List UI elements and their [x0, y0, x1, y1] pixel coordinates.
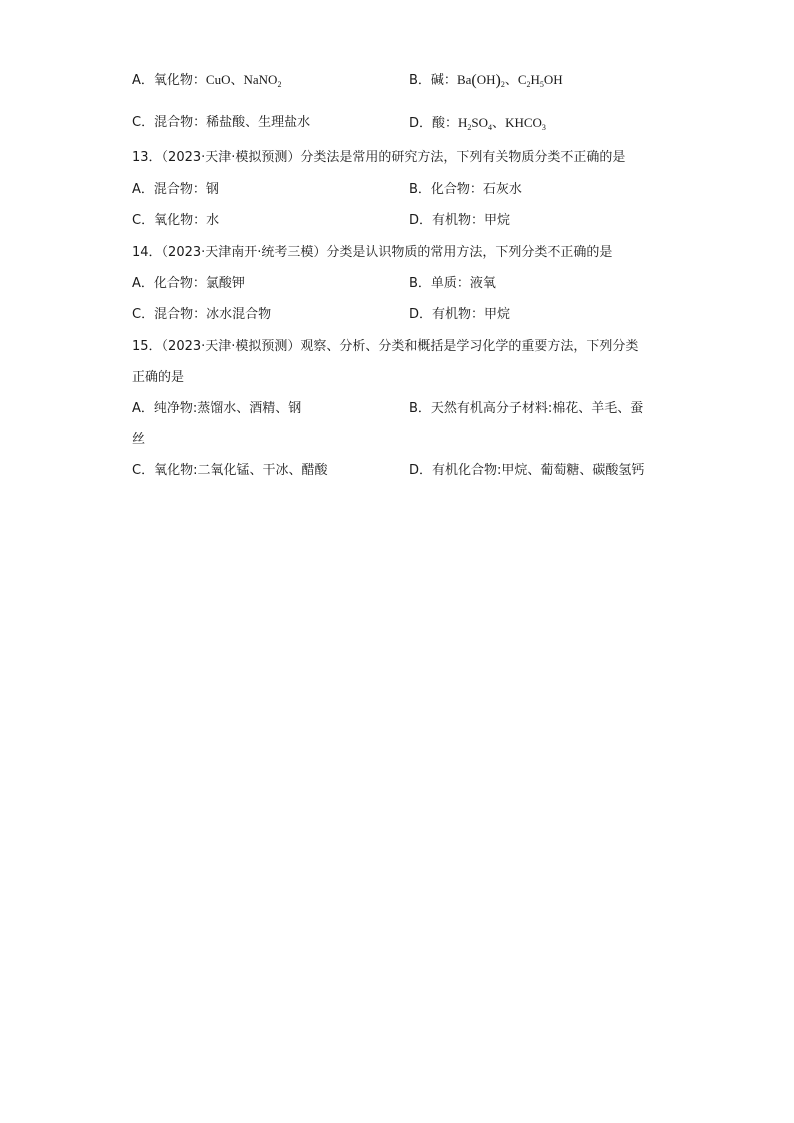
q14-options-row-2: [0, 305, 794, 325]
q13-options-row-2: [0, 211, 794, 231]
q12-option-b: B．碱：$Ba(OH)_2$、$C_2H_5OH$: [409, 72, 563, 89]
q13-option-d: D．有机物：甲烷: [409, 213, 511, 228]
q14-option-a: A．化合物：氯酸钾: [132, 276, 245, 291]
q12-option-c: C．混合物：稀盐酸、生理盐水: [132, 115, 311, 130]
q15-option-b-continuation: 丝: [132, 432, 146, 447]
q13-option-c: C．氧化物：水: [132, 213, 220, 228]
q15-stem-line-2: 正确的是: [132, 370, 185, 385]
q14-option-c: C．混合物：冰水混合物: [132, 307, 272, 322]
q12-options-row-1: [0, 70, 794, 90]
q12-options-row-2: [0, 113, 794, 133]
q12-option-d: D．酸：$H_2SO_4$、$KHCO_3$: [409, 115, 546, 132]
q15-option-b: B．天然有机高分子材料:棉花、羊毛、蚕: [409, 401, 644, 416]
q13-option-a: A．混合物：钢: [132, 182, 219, 197]
q15-option-a: A．纯净物:蒸馏水、酒精、钢: [132, 401, 302, 416]
formula-h2so4: $H_2SO_4$: [458, 115, 493, 132]
formula-nano2: NaNO$_2$: [243, 72, 282, 89]
q15-option-c: C．氧化物:二氧化锰、干冰、醋酸: [132, 463, 328, 478]
formula-khco3: $KHCO_3$: [505, 115, 546, 132]
q14-options-row-1: [0, 274, 794, 294]
q15-options-row-1: [0, 399, 794, 419]
q13-stem: 13．（2023·天津·模拟预测）分类法是常用的研究方法，下列有关物质分类不正确的是: [132, 150, 626, 165]
q14-option-b: B．单质：液氧: [409, 276, 496, 291]
formula-baoh2: $Ba(OH)_2$: [456, 72, 505, 89]
q13-options-row-1: [0, 180, 794, 200]
q13-option-b: B．化合物：石灰水: [409, 182, 522, 197]
q15-options-row-2: [0, 461, 794, 481]
formula-c2h5oh: $C_2H_5OH$: [517, 72, 563, 89]
q14-stem: 14．（2023·天津南开·统考三模）分类是认识物质的常用方法，下列分类不正确的是: [132, 245, 613, 260]
q15-option-b-wrap: [0, 430, 794, 450]
q15-stem-line-1: 15．（2023·天津·模拟预测）观察、分析、分类和概括是学习化学的重要方法，下列分类: [132, 339, 639, 354]
q15-option-d: D．有机化合物:甲烷、葡萄糖、碳酸氢钙: [409, 463, 645, 478]
q14-option-d: D．有机物：甲烷: [409, 307, 511, 322]
q12-option-a: A．氧化物：CuO、NaNO$_2$: [132, 72, 282, 89]
